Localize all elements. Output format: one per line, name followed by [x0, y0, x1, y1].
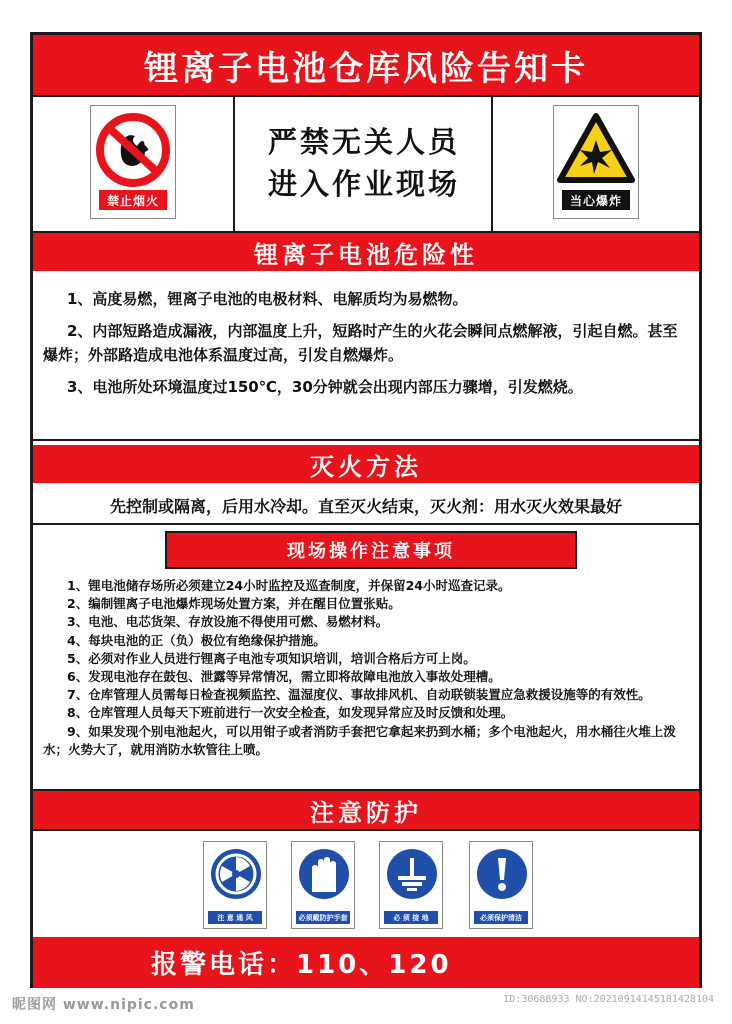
- hazard-item: 1、高度易燃，锂离子电池的电极材料、电解质均为易燃物。: [67, 290, 468, 308]
- watermark: 昵图网 www.nipic.com: [12, 997, 195, 1013]
- warning-line-2: 进入作业现场: [267, 167, 460, 201]
- gloves-sign: [291, 841, 355, 929]
- notice-item: 3、电池、电芯货架、存放设施不得使用可燃、易燃材料。: [67, 614, 389, 630]
- cleanliness-label: 必须保护清洁: [474, 911, 528, 924]
- gloves-label: 必须戴防护手套: [296, 911, 350, 924]
- exclamation-icon: [476, 848, 528, 900]
- hazards-list: [43, 287, 689, 407]
- cleanliness-sign: [469, 841, 533, 929]
- warning-line-1: 严禁无关人员: [267, 125, 460, 159]
- page-title: 锂离子电池仓库风险告知卡: [33, 35, 699, 95]
- notice-item: 4、每块电池的正（负）极位有绝缘保护措施。: [67, 632, 326, 648]
- alarm-phone: 报警电话：110、120: [33, 937, 699, 988]
- ventilation-icon: [210, 848, 262, 900]
- notice-item: 2、编制锂离子电池爆炸现场处置方案，并在醒目位置张贴。: [67, 596, 401, 612]
- explosion-warning-icon: [554, 110, 638, 190]
- ground-icon: [386, 848, 438, 900]
- image-id: ID:30688933 NO:20210914145101428104: [503, 994, 714, 1005]
- notice-item: 5、必须对作业人员进行锂离子电池专项知识培训，培训合格后方可上岗。: [67, 650, 476, 666]
- ground-label: 必 须 接 地: [384, 911, 438, 924]
- notices-list: [43, 577, 681, 759]
- ventilation-sign: [203, 841, 267, 929]
- notice-item: 9、如果发现个别电池起火，可以用钳子或者消防手套把它拿起来扔到水桶；多个电池起火，用水桶往火堆上泼水；火势大了，就用消防水软管往上喷。: [43, 723, 676, 757]
- gloves-icon: [298, 848, 350, 900]
- no-fire-label: 禁止烟火: [99, 190, 167, 210]
- fire-method-text: 先控制或隔离，后用水冷却。直至灭火结束，灭火剂：用水灭火效果最好: [109, 496, 622, 516]
- divider: [33, 439, 699, 441]
- hazard-item: 2、内部短路造成漏液，内部温度上升，短路时产生的火花会瞬间点燃解液，引起自燃。甚至爆炸；外部路造成电池体系温度过高，引发自燃爆炸。: [43, 322, 678, 364]
- ground-sign: [379, 841, 443, 929]
- explosion-sign: [553, 105, 639, 219]
- top-sign-row: [33, 95, 699, 231]
- risk-card: [30, 32, 702, 988]
- divider: [33, 523, 699, 525]
- protection-heading: 注意防护: [33, 789, 699, 831]
- notice-item: 1、锂电池储存场所必须建立24小时监控及巡查制度，并保留24小时巡查记录。: [67, 578, 511, 593]
- notice-item: 6、发现电池存在鼓包、泄露等异常情况，需立即将故障电池放入事故处理槽。: [67, 669, 501, 685]
- no-fire-icon: [91, 108, 175, 192]
- ventilation-label: 注 意 通 风: [208, 911, 262, 924]
- fire-method-heading: 灭火方法: [33, 445, 699, 483]
- explosion-label: 当心爆炸: [562, 190, 630, 210]
- notice-item: 7、仓库管理人员需每日检查视频监控、温湿度仪、事故排风机、自动联锁装置应急救援设施等的有效性。: [67, 687, 651, 703]
- notices-heading: 现场操作注意事项: [165, 531, 577, 569]
- hazard-item: 3、电池所处环境温度过150℃，30分钟就会出现内部压力骤增，引发燃烧。: [67, 378, 583, 396]
- notice-item: 8、仓库管理人员每天下班前进行一次安全检查，如发现异常应及时反馈和处理。: [67, 705, 514, 721]
- no-fire-sign: [90, 105, 176, 219]
- hazards-heading: 锂离子电池危险性: [33, 233, 699, 271]
- warning-text: [235, 95, 493, 231]
